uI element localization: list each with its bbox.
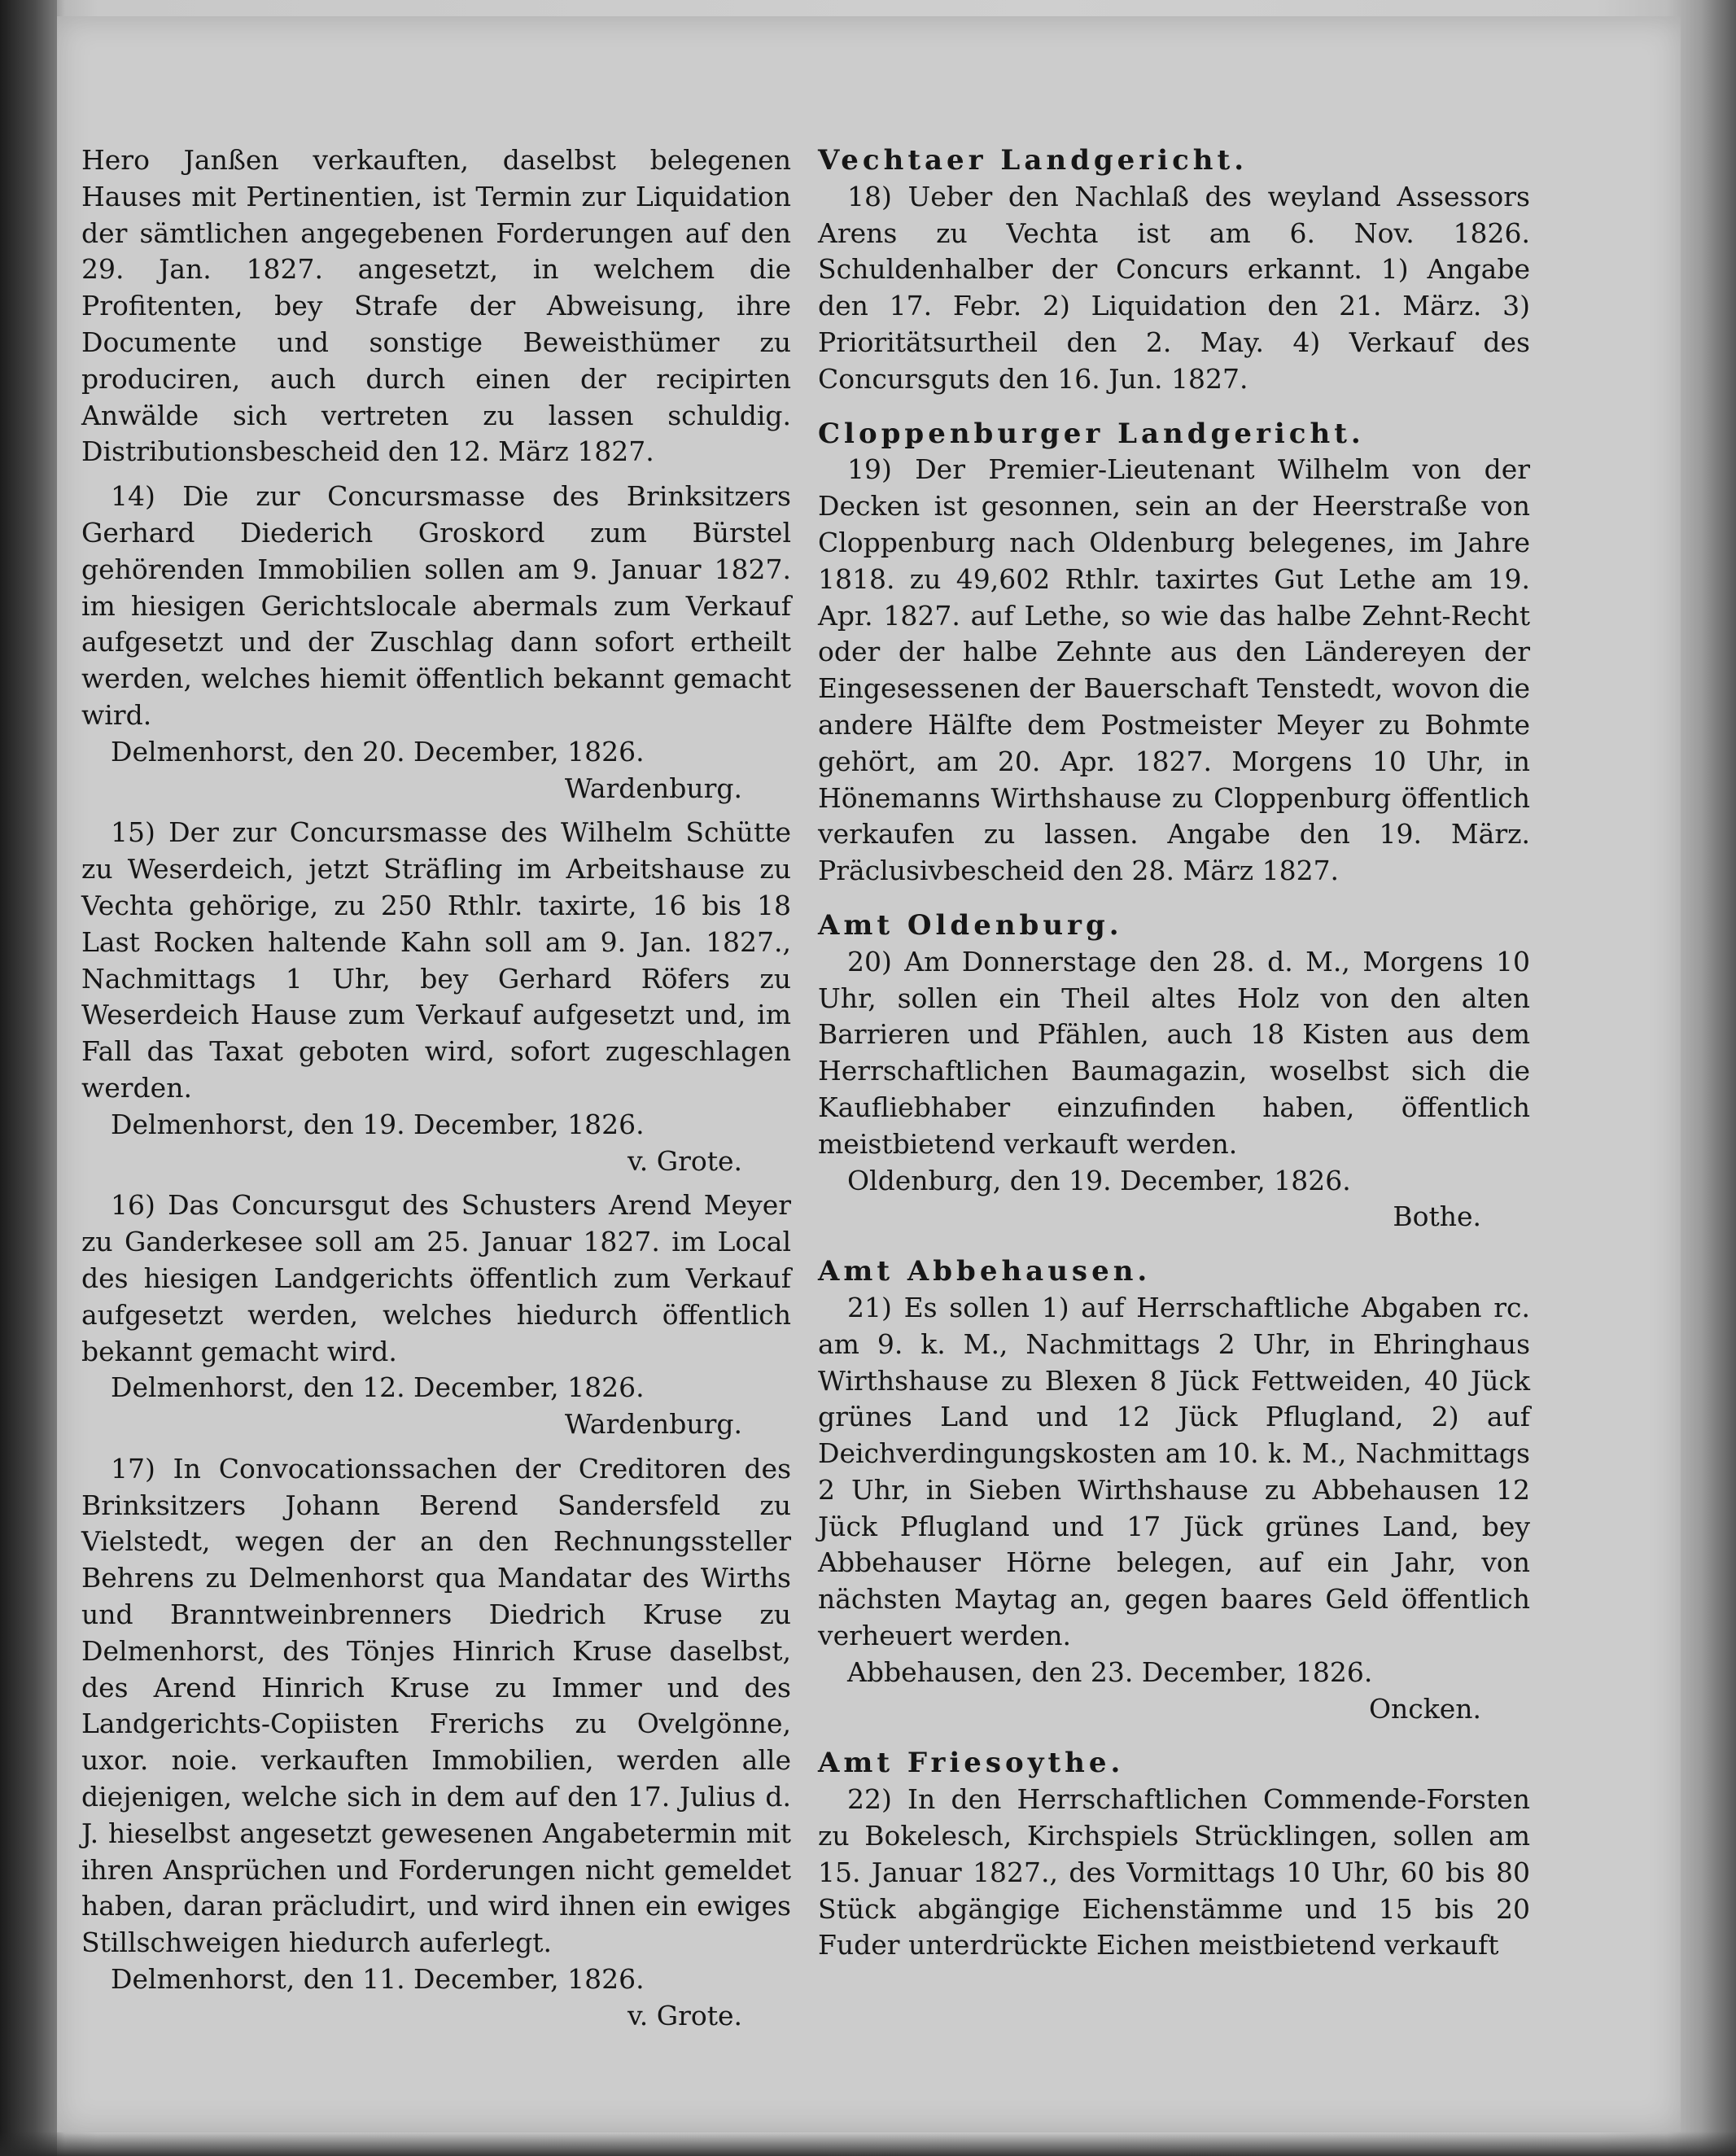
- notice-16: 16) Das Concursgut des Schusters Arend Meyer zu Ganderkesee soll am 25. Januar 1827. im Local des hiesigen Landgerichts öffentlich zum Verkauf aufgesetzt werden, welches hiedurch öffentlich bekannt gemacht wird.: [81, 1189, 791, 1367]
- right-column: [818, 142, 1530, 1964]
- notice-22: 22) In den Herrschaftlichen Commende-Forsten zu Bokelesch, Kirchspiels Strücklingen, sollen am 15. Januar 1827., des Vormittags 10 Uhr, 60 bis 80 Stück abgängige Eichenstämme und 15 bis 20 Fuder unterdrückte Eichen meistbietend verkauft: [818, 1783, 1530, 1961]
- notice-18: 18) Ueber den Nachlaß des weyland Assessors Arens zu Vechta ist am 6. Nov. 1826. Schuldenhalber der Concurs erkannt. 1) Angabe den 17. Febr. 2) Liquidation den 21. März. 3) Prioritätsurtheil den 2. May. 4) Verkauf des Concursguts den 16. Jun. 1827.: [818, 180, 1530, 395]
- notice-20-signature: Bothe.: [1393, 1200, 1481, 1233]
- heading-amt-abbehausen: Amt Abbehausen.: [818, 1255, 1152, 1288]
- notice-13-continuation: Hero Janßen verkauften, daselbst belegenen Hauses mit Pertinentien, ist Termin zur Liquidation der sämtlichen angegebenen Forderungen auf den 29. Jan. 1827. angesetzt, in welchem die Profitenten, bey Strafe der Abweisung, ihre Documente und sonstige Beweisthümer zu produciren, auch durch einen der recipirten Anwälde sich vertreten zu lassen schuldig. Distributionsbescheid den 12. März 1827.: [81, 144, 791, 468]
- notice-21-signature: Oncken.: [1368, 1692, 1481, 1725]
- notice-17: 17) In Convocationssachen der Creditoren des Brinksitzers Johann Berend Sandersfeld zu Vielstedt, wegen der an den Rechnungssteller Behrens zu Delmenhorst qua Mandatar des Wirths und Branntweinbrenners Diedrich Kruse zu Delmenhorst, des Tönjes Hinrich Kruse daselbst, des Arend Hinrich Kruse zu Immer und des Landgerichts-Copiisten Frerichs zu Ovelgönne, uxor. noie. verkauften Immobilien, werden alle diejenigen, welche sich in dem auf den 17. Julius d. J. hieselbst angesetzt gewesenen Angabetermin mit ihren Ansprüchen und Forderungen nicht gemeldet haben, daran präcludirt, und wird ihnen ein ewiges Stillschweigen hiedurch auferlegt.: [81, 1452, 791, 1959]
- heading-vechtaer-landgericht: Vechtaer Landgericht.: [818, 144, 1248, 177]
- notice-21-dateline: Abbehausen, den 23. December, 1826.: [847, 1655, 1373, 1688]
- notice-20: 20) Am Donnerstage den 28. d. M., Morgens 10 Uhr, sollen ein Theil altes Holz von den alten Barrieren und Pfählen, auch 18 Kisten aus dem Herrschaftlichen Baumagazin, woselbst sich die Kaufliebhaber einzufinden haben, öffentlich meistbietend verkauft werden.: [818, 945, 1530, 1160]
- book-spine: [0, 0, 57, 2156]
- notice-20-dateline: Oldenburg, den 19. December, 1826.: [847, 1164, 1351, 1196]
- notice-14-signature: Wardenburg.: [564, 772, 742, 804]
- heading-amt-friesoythe: Amt Friesoythe.: [818, 1747, 1125, 1780]
- notice-17-signature: v. Grote.: [627, 1999, 742, 2031]
- notice-15-signature: v. Grote.: [627, 1144, 742, 1177]
- heading-amt-oldenburg: Amt Oldenburg.: [818, 908, 1123, 942]
- notice-15: 15) Der zur Concursmasse des Wilhelm Schütte zu Weserdeich, jetzt Sträfling im Arbeitshause zu Vechta gehörige, zu 250 Rthlr. taxirte, 16 bis 18 Last Rocken haltende Kahn soll am 9. Jan. 1827., Nachmittags 1 Uhr, bey Gerhard Röfers zu Weserdeich Hause zum Verkauf aufgesetzt und, im Fall das Taxat geboten wird, sofort zugeschlagen werden.: [81, 816, 791, 1104]
- notice-21: 21) Es sollen 1) auf Herrschaftliche Abgaben rc. am 9. k. M., Nachmittags 2 Uhr, in Ehringhaus Wirthshause zu Blexen 8 Jück Fettweiden, 40 Jück grünes Land und 12 Jück Pflugland, 2) auf Deichverdingungskosten am 10. k. M., Nachmittags 2 Uhr, in Sieben Wirthshause zu Abbehausen 12 Jück Pflugland und 17 Jück grünes Land, bey Abbehauser Hörne belegen, auf ein Jahr, von nächsten Maytag an, gegen baares Geld öffentlich verheuert werden.: [818, 1291, 1530, 1652]
- notice-15-dateline: Delmenhorst, den 19. December, 1826.: [111, 1108, 645, 1140]
- notice-14: 14) Die zur Concursmasse des Brinksitzers Gerhard Diederich Groskord zum Bürstel gehörenden Immobilien sollen am 9. Januar 1827. im hiesigen Gerichtslocale abermals zum Verkauf aufgesetzt und der Zuschlag dann sofort ertheilt werden, welches hiemit öffentlich bekannt gemacht wird.: [81, 480, 791, 731]
- notice-16-dateline: Delmenhorst, den 12. December, 1826.: [111, 1371, 645, 1404]
- heading-cloppenburger-landgericht: Cloppenburger Landgericht.: [818, 417, 1365, 450]
- notice-19: 19) Der Premier-Lieutenant Wilhelm von der Decken ist gesonnen, sein an der Heerstraße von Cloppenburg nach Oldenburg belegenes, im Jahre 1818. zu 49,602 Rthlr. taxirtes Gut Lethe am 19. Apr. 1827. auf Lethe, so wie das halbe Zehnt-Recht oder der halbe Zehnte aus den Ländereyen der Eingesessenen der Bauerschaft Tenstedt, wovon die andere Hälfte dem Postmeister Meyer zu Bohmte gehört, am 20. Apr. 1827. Morgens 10 Uhr, in Hönemanns Wirthshause zu Cloppenburg öffentlich verkaufen zu lassen. Angabe den 19. März. Präclusivbescheid den 28. März 1827.: [818, 453, 1530, 887]
- left-column: [81, 142, 791, 2035]
- notice-16-signature: Wardenburg.: [564, 1408, 742, 1441]
- scan-bottom-shadow: [0, 2132, 1736, 2156]
- notice-17-dateline: Delmenhorst, den 11. December, 1826.: [111, 1963, 645, 1996]
- notice-14-dateline: Delmenhorst, den 20. December, 1826.: [111, 735, 645, 768]
